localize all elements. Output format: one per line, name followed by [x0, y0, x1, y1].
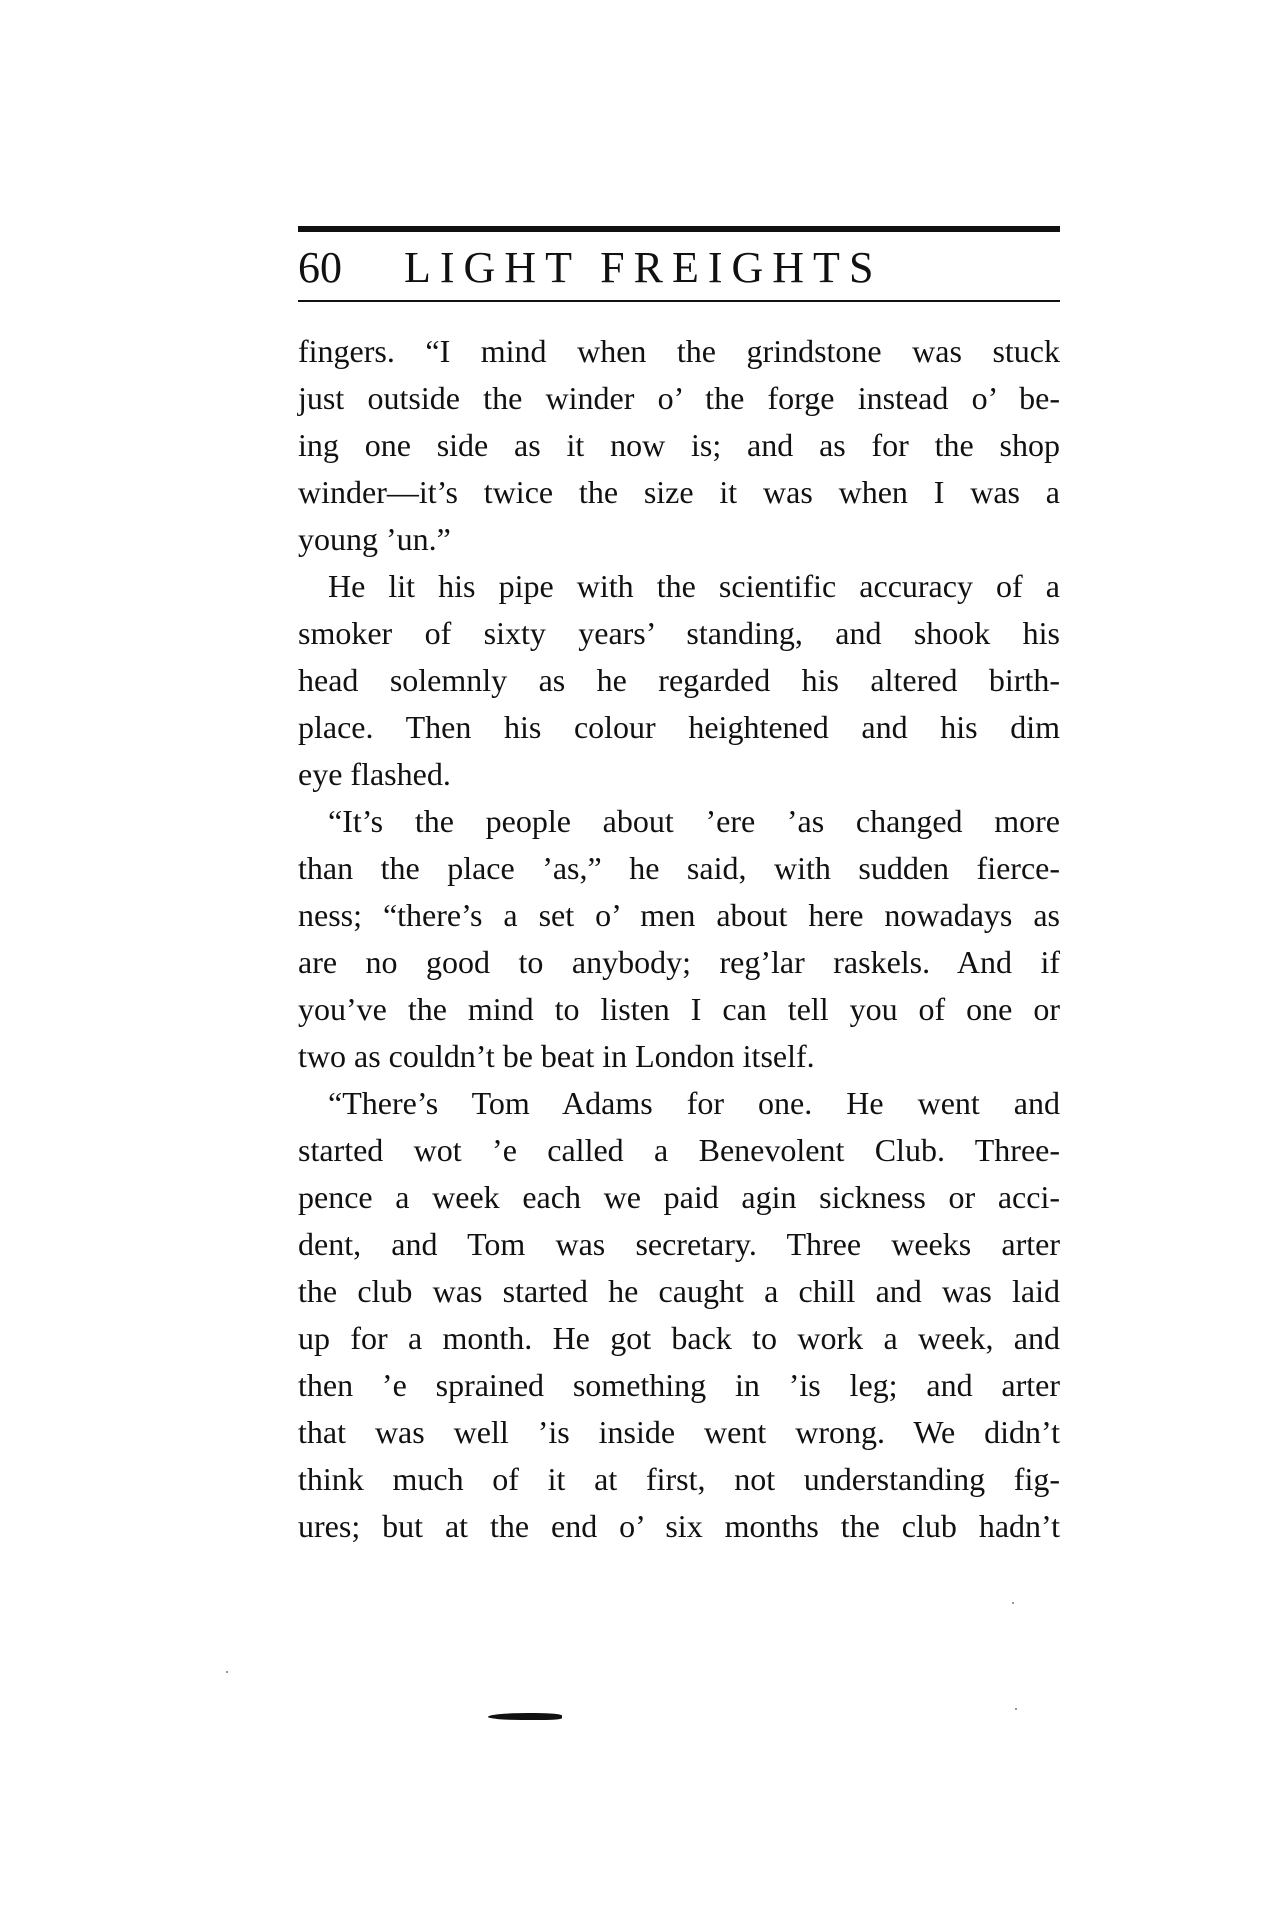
text-line: “It’s the people about ’ere ’as changed more [328, 803, 1060, 839]
text-line: smoker of sixty years’ standing, and shook his [298, 615, 1060, 651]
text-line: dent, and Tom was secretary. Three weeks arter [298, 1226, 1060, 1262]
text-line: are no good to anybody; reg’lar raskels. And if [298, 944, 1060, 980]
scan-speck [1015, 1708, 1017, 1710]
text-line: ness; “there’s a set o’ men about here nowadays as [298, 897, 1060, 933]
text-line: “There’s Tom Adams for one. He went and [328, 1085, 1060, 1121]
text-line: winder—it’s twice the size it was when I was a [298, 474, 1060, 510]
text-line: head solemnly as he regarded his altered birth- [298, 662, 1060, 698]
running-head [298, 240, 1060, 296]
body-text [298, 328, 1060, 1550]
text-line: then ’e sprained something in ’is leg; and arter [298, 1367, 1060, 1403]
running-title: LIGHT FREIGHTS [404, 243, 883, 292]
text-line: eye flashed. [298, 756, 451, 792]
text-line: up for a month. He got back to work a week, and [298, 1320, 1060, 1356]
text-line: ing one side as it now is; and as for the shop [298, 427, 1060, 463]
scan-speck [226, 1671, 228, 1673]
text-line: than the place ’as,” he said, with sudden fierce- [298, 850, 1060, 886]
header-bottom-rule [298, 300, 1060, 302]
text-line: two as couldn’t be beat in London itself. [298, 1038, 815, 1074]
page-number: 60 [298, 243, 342, 292]
header-top-rule [298, 226, 1060, 232]
text-line: fingers. “I mind when the grindstone was stuck [298, 333, 1060, 369]
ink-mark [488, 1713, 562, 1720]
text-line: the club was started he caught a chill and was laid [298, 1273, 1060, 1309]
text-line: you’ve the mind to listen I can tell you of one or [298, 991, 1060, 1027]
text-line: just outside the winder o’ the forge instead o’ be- [298, 380, 1060, 416]
text-line: He lit his pipe with the scientific accuracy of a [328, 568, 1060, 604]
scan-speck [1012, 1602, 1014, 1604]
text-line: ures; but at the end o’ six months the club hadn’t [298, 1508, 1060, 1544]
text-line: young ’un.” [298, 521, 451, 557]
text-line: that was well ’is inside went wrong. We didn’t [298, 1414, 1060, 1450]
text-line: started wot ’e called a Benevolent Club. Three- [298, 1132, 1060, 1168]
text-line: place. Then his colour heightened and his dim [298, 709, 1060, 745]
text-line: pence a week each we paid agin sickness or acci- [298, 1179, 1060, 1215]
text-line: think much of it at first, not understanding fig- [298, 1461, 1060, 1497]
